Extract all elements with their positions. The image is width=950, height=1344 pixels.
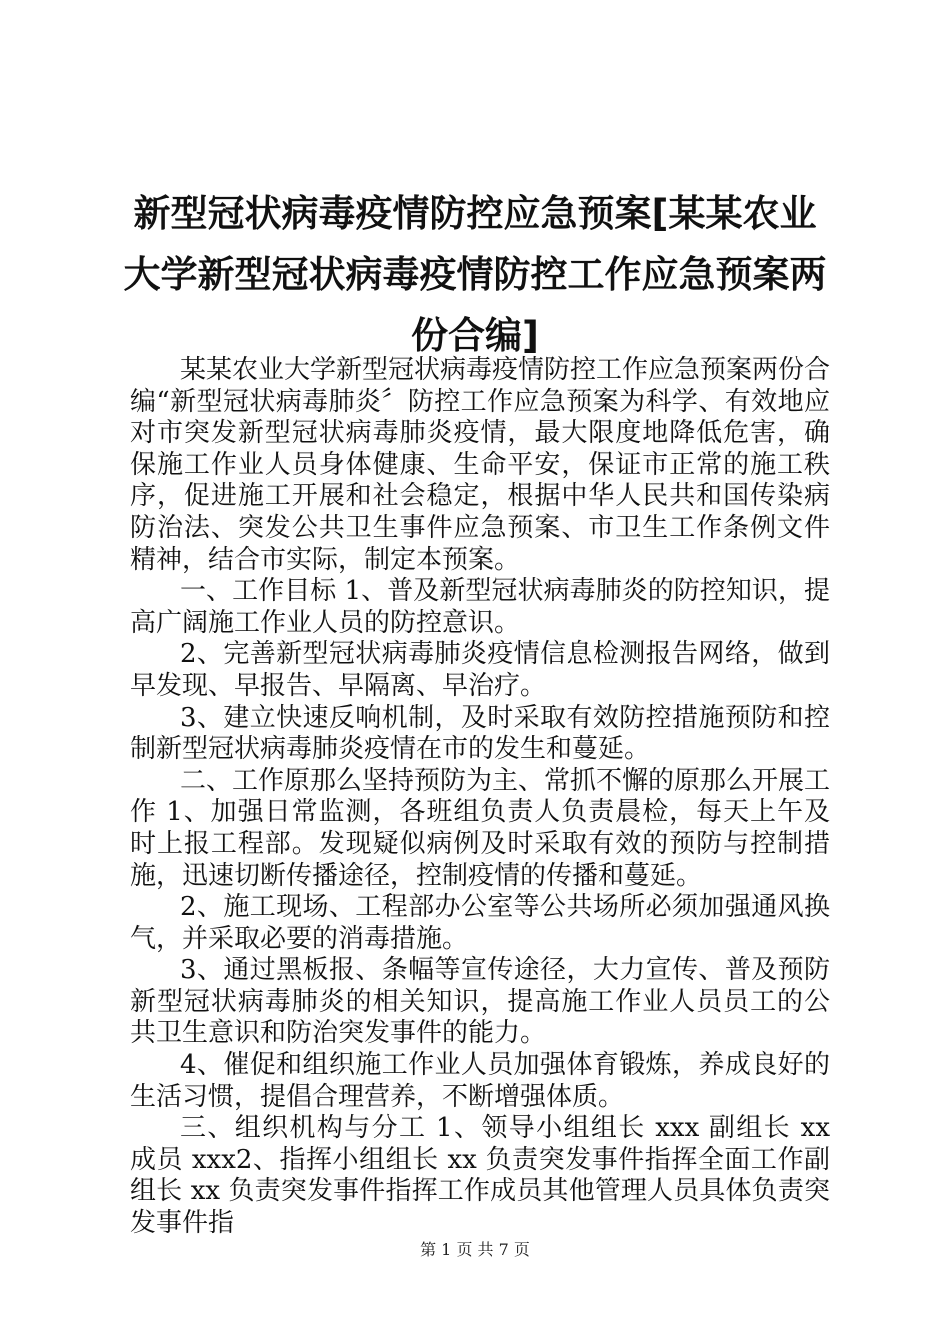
paragraph-organization: 三、组织机构与分工 1、领导小组组长 xxx 副组长 xx 成员 xxx2、指挥小组组长 xx 负责突发事件指挥全面工作副组长 xx 负责突发事件指挥工作成员其他管理人员具体负责突发事件指 [130,1113,830,1239]
paragraph-goal-3: 3、建立快速反响机制，及时采取有效防控措施预防和控制新型冠状病毒肺炎疫情在市的发生和蔓延。 [130,702,830,765]
paragraph-principle-3: 3、通过黑板报、条幅等宣传途径，大力宣传、普及预防新型冠状病毒肺炎的相关知识，提高施工作业人员员工的公共卫生意识和防治突发事件的能力。 [130,955,830,1049]
document-title: 新型冠状病毒疫情防控应急预案[某某农业大学新型冠状病毒疫情防控工作应急预案两份合编] [123,192,827,357]
paragraph-goal-2: 2、完善新型冠状病毒肺炎疫情信息检测报告网络，做到早发现、早报告、早隔离、早治疗。 [130,639,830,701]
document-body [130,355,830,1240]
paragraph-principle-2: 2、施工现场、工程部办公室等公共场所必须加强通风换气，并采取必要的消毒措施。 [130,892,830,954]
paragraph-principle-1: 二、工作原那么坚持预防为主、常抓不懈的原那么开展工作 1、加强日常监测，各班组负责人负责晨检，每天上午及时上报工程部。发现疑似病例及时采取有效的预防与控制措施，迅速切断传播途径，控制疫情的传播和蔓延。 [130,765,831,891]
paragraph-principle-4: 4、催促和组织施工作业人员加强体育锻炼，养成良好的生活习惯，提倡合理营养，不断增强体质。 [130,1050,830,1112]
page-number: 第 1 页 共 7 页 [420,1240,530,1259]
paragraph-goal-1: 一、工作目标 1、普及新型冠状病毒肺炎的防控知识，提高广阔施工作业人员的防控意识。 [130,576,830,638]
paragraph-intro: 某某农业大学新型冠状病毒疫情防控工作应急预案两份合编“新型冠状病毒肺炎〞防控工作应急预案为科学、有效地应对市突发新型冠状病毒肺炎疫情，最大限度地降低危害，确保施工作业人员身体健康、生命平安，保证市正常的施工秩序，促进施工开展和社会稳定，根据中华人民共和国传染病防治法、突发公共卫生事件应急预案、市卫生工作条例文件精神，结合市实际，制定本预案。 [130,355,831,575]
